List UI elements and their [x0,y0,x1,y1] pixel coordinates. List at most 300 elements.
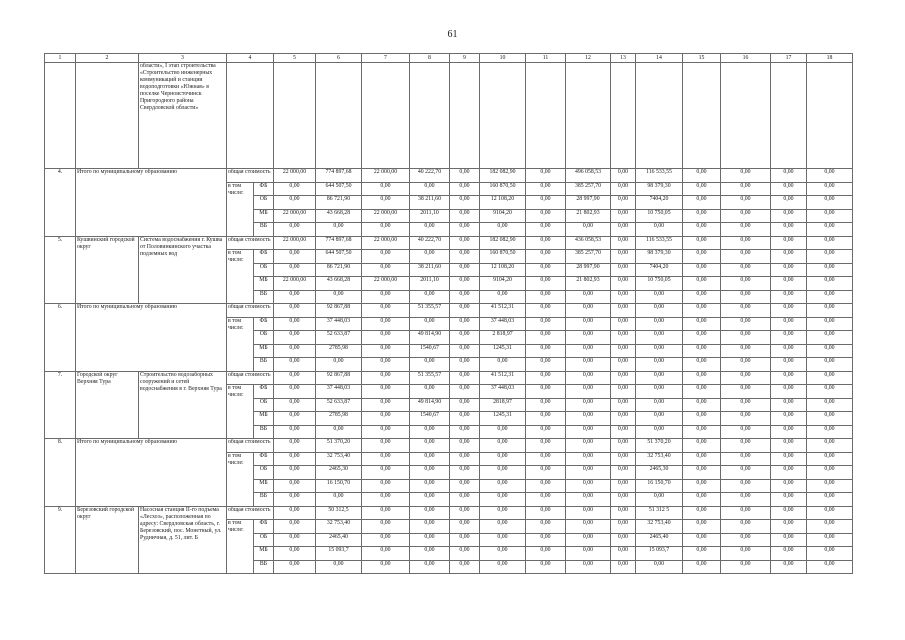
amount-cell: 0,00 [683,277,721,291]
amount-cell: 0,00 [771,493,807,507]
amount-cell: 0,00 [807,425,853,439]
fund-source-cell: ВБ [254,560,274,574]
amount-cell: 0,00 [450,304,480,318]
amount-cell: 0,00 [566,452,611,466]
table-row [45,506,853,520]
amount-cell: 0,00 [807,209,853,223]
amount-cell: 0,00 [450,371,480,385]
table-cell [45,63,76,169]
amount-cell: 0,00 [450,317,480,331]
amount-cell: 0,00 [611,344,636,358]
amount-cell: 0,00 [480,358,526,372]
amount-cell: 0,00 [636,290,683,304]
amount-cell: 0,00 [721,344,771,358]
amount-cell: 0,00 [526,425,566,439]
amount-cell: 0,00 [526,250,566,264]
amount-cell: 644 507,50 [316,250,362,264]
amount-cell: 0,00 [274,331,316,345]
amount-cell: 0,00 [807,398,853,412]
amount-cell: 0,00 [611,385,636,399]
cost-type-cell: общая стоимость [227,236,274,250]
amount-cell: 0,00 [807,520,853,534]
column-number-header: 8 [410,54,450,63]
amount-cell: 22 000,00 [362,236,410,250]
amount-cell: 0,00 [362,263,410,277]
amount-cell: 49 814,90 [410,398,450,412]
table-cell [227,63,274,169]
amount-cell: 38 211,60 [410,263,450,277]
amount-cell: 0,00 [526,520,566,534]
amount-cell: 496 058,53 [566,169,611,183]
amount-cell: 0,00 [611,196,636,210]
fund-source-cell: ОБ [254,331,274,345]
object-name-cell: Строительство водозаборных сооружений и сетей водоснабжения в г. Верхняя Тура [139,371,227,439]
amount-cell: 0,00 [362,412,410,426]
amount-cell: 0,00 [636,317,683,331]
amount-cell: 0,00 [771,317,807,331]
amount-cell: 0,00 [362,520,410,534]
amount-cell: 0,00 [771,547,807,561]
amount-cell: 0,00 [450,385,480,399]
amount-cell: 0,00 [683,304,721,318]
amount-cell: 0,00 [362,547,410,561]
column-number-header: 12 [566,54,611,63]
amount-cell: 7404,20 [636,196,683,210]
amount-cell: 0,00 [410,290,450,304]
amount-cell: 0,00 [526,466,566,480]
amount-cell: 32 753,40 [636,520,683,534]
amount-cell: 0,00 [526,263,566,277]
amount-cell: 0,00 [771,209,807,223]
amount-cell: 0,00 [450,520,480,534]
object-name-cell: области», I этап строительства «Строительство инженерных коммуникаций и станции водоподготовки «Южная» в поселке Черноисточинск Пригородного района Свердловской области» [139,63,227,169]
amount-cell: 0,00 [683,466,721,480]
amount-cell: 98 379,30 [636,250,683,264]
fund-source-cell: МБ [254,277,274,291]
amount-cell: 0,00 [316,290,362,304]
fund-source-cell: МБ [254,344,274,358]
amount-cell: 0,00 [771,412,807,426]
amount-cell: 0,00 [526,290,566,304]
amount-cell: 0,00 [274,479,316,493]
amount-cell: 0,00 [410,223,450,237]
amount-cell: 0,00 [807,371,853,385]
amount-cell: 0,00 [683,169,721,183]
fund-source-cell: ФБ [254,250,274,264]
amount-cell: 0,00 [566,344,611,358]
amount-cell: 0,00 [611,479,636,493]
amount-cell: 0,00 [480,452,526,466]
amount-cell: 0,00 [807,196,853,210]
amount-cell: 0,00 [771,344,807,358]
amount-cell: 43 668,28 [316,277,362,291]
amount-cell: 0,00 [636,560,683,574]
amount-cell: 0,00 [807,439,853,453]
amount-cell: 0,00 [771,560,807,574]
amount-cell: 1540,67 [410,412,450,426]
amount-cell: 0,00 [771,358,807,372]
amount-cell: 0,00 [683,533,721,547]
amount-cell: 774 897,68 [316,169,362,183]
amount-cell: 385 257,70 [566,250,611,264]
amount-cell: 15 093,7 [636,547,683,561]
amount-cell: 0,00 [480,520,526,534]
amount-cell: 0,00 [274,358,316,372]
amount-cell: 0,00 [410,385,450,399]
amount-cell: 0,00 [526,439,566,453]
amount-cell: 0,00 [274,466,316,480]
amount-cell: 0,00 [683,479,721,493]
amount-cell: 0,00 [611,439,636,453]
amount-cell: 0,00 [611,547,636,561]
amount-cell: 0,00 [807,533,853,547]
amount-cell: 0,00 [636,371,683,385]
amount-cell: 2 818,97 [480,331,526,345]
amount-cell: 0,00 [450,344,480,358]
amount-cell: 1540,67 [410,344,450,358]
amount-cell: 0,00 [683,506,721,520]
amount-cell: 0,00 [566,290,611,304]
amount-cell: 2818,97 [480,398,526,412]
amount-cell: 0,00 [450,277,480,291]
table-cell [480,63,526,169]
amount-cell: 0,00 [611,169,636,183]
amount-cell: 51 312 5 [636,506,683,520]
amount-cell: 22 000,00 [274,169,316,183]
amount-cell: 0,00 [526,209,566,223]
amount-cell: 37 448,03 [480,385,526,399]
amount-cell: 0,00 [683,439,721,453]
amount-cell: 0,00 [807,506,853,520]
amount-cell: 52 633,87 [316,398,362,412]
amount-cell: 0,00 [611,425,636,439]
amount-cell: 0,00 [526,533,566,547]
amount-cell: 32 753,40 [316,452,362,466]
amount-cell: 0,00 [526,385,566,399]
amount-cell: 0,00 [480,506,526,520]
amount-cell: 0,00 [807,385,853,399]
amount-cell: 0,00 [274,493,316,507]
amount-cell: 0,00 [611,533,636,547]
amount-cell: 0,00 [611,304,636,318]
amount-cell: 0,00 [450,493,480,507]
amount-cell: 0,00 [721,533,771,547]
amount-cell: 160 870,50 [480,250,526,264]
column-number-header: 18 [807,54,853,63]
amount-cell: 0,00 [611,358,636,372]
amount-cell: 0,00 [611,223,636,237]
amount-cell: 0,00 [480,425,526,439]
amount-cell: 0,00 [274,344,316,358]
amount-cell: 16 150,70 [316,479,362,493]
amount-cell: 0,00 [450,209,480,223]
amount-cell: 0,00 [721,412,771,426]
amount-cell: 0,00 [274,304,316,318]
amount-cell: 0,00 [450,425,480,439]
amount-cell: 0,00 [362,452,410,466]
amount-cell: 0,00 [566,371,611,385]
amount-cell: 0,00 [274,439,316,453]
amount-cell: 0,00 [636,412,683,426]
amount-cell: 0,00 [274,317,316,331]
amount-cell: 0,00 [450,290,480,304]
fund-source-cell: МБ [254,412,274,426]
amount-cell: 0,00 [316,493,362,507]
amount-cell: 0,00 [566,547,611,561]
amount-cell: 0,00 [410,547,450,561]
amount-cell: 0,00 [636,304,683,318]
column-number-header: 13 [611,54,636,63]
amount-cell: 2465,30 [636,466,683,480]
fund-source-cell: ОБ [254,196,274,210]
cost-type-cell: общая стоимость [227,506,274,520]
amount-cell: 182 082,90 [480,169,526,183]
amount-cell: 0,00 [274,533,316,547]
amount-cell: 0,00 [611,520,636,534]
amount-cell: 0,00 [807,236,853,250]
amount-cell: 0,00 [807,344,853,358]
amount-cell: 0,00 [721,290,771,304]
amount-cell: 0,00 [526,277,566,291]
amount-cell: 0,00 [771,520,807,534]
amount-cell: 0,00 [362,290,410,304]
amount-cell: 0,00 [410,452,450,466]
column-number-header: 2 [76,54,139,63]
object-name-cell: Система водоснабжения г. Кушва от Половинкинского участка подземных вод [139,236,227,304]
fund-source-cell: МБ [254,479,274,493]
amount-cell: 0,00 [362,331,410,345]
amount-cell: 10 750,05 [636,209,683,223]
amount-cell: 0,00 [683,560,721,574]
amount-cell: 1245,31 [480,412,526,426]
amount-cell: 0,00 [362,250,410,264]
amount-cell: 0,00 [771,479,807,493]
amount-cell: 0,00 [683,236,721,250]
funding-table [44,53,853,574]
amount-cell: 0,00 [362,385,410,399]
amount-cell: 37 448,03 [316,385,362,399]
amount-cell: 41 512,31 [480,304,526,318]
amount-cell: 0,00 [771,425,807,439]
amount-cell: 0,00 [480,290,526,304]
amount-cell: 0,00 [274,425,316,439]
amount-cell: 0,00 [721,452,771,466]
amount-cell: 0,00 [362,439,410,453]
amount-cell: 12 108,20 [480,263,526,277]
amount-cell: 0,00 [771,506,807,520]
amount-cell: 0,00 [721,182,771,196]
amount-cell: 0,00 [274,520,316,534]
amount-cell: 0,00 [721,398,771,412]
amount-cell: 0,00 [721,358,771,372]
municipality-cell: Городской округ Верхняя Тура [76,371,139,439]
amount-cell: 0,00 [362,182,410,196]
amount-cell: 40 222,70 [410,236,450,250]
amount-cell: 0,00 [410,439,450,453]
table-cell [526,63,566,169]
amount-cell: 0,00 [274,547,316,561]
header-row [45,54,853,63]
amount-cell: 0,00 [480,560,526,574]
amount-cell: 0,00 [807,412,853,426]
amount-cell: 98 379,30 [636,182,683,196]
amount-cell: 0,00 [721,169,771,183]
table-cell [76,63,139,169]
amount-cell: 0,00 [566,493,611,507]
amount-cell: 0,00 [410,560,450,574]
amount-cell: 22 000,00 [362,169,410,183]
amount-cell: 37 448,03 [480,317,526,331]
fund-source-cell: ФБ [254,452,274,466]
column-number-header: 10 [480,54,526,63]
amount-cell: 0,00 [566,439,611,453]
amount-cell: 2785,98 [316,344,362,358]
column-number-header: 17 [771,54,807,63]
amount-cell: 0,00 [771,466,807,480]
amount-cell: 0,00 [771,331,807,345]
amount-cell: 0,00 [450,533,480,547]
total-label-cell: Итого по муниципальному образованию [76,439,227,507]
amount-cell: 0,00 [721,209,771,223]
amount-cell: 160 870,50 [480,182,526,196]
table-cell [683,63,721,169]
amount-cell: 0,00 [274,398,316,412]
amount-cell: 0,00 [721,385,771,399]
amount-cell: 0,00 [450,358,480,372]
amount-cell: 0,00 [566,560,611,574]
amount-cell: 0,00 [480,466,526,480]
amount-cell: 0,00 [771,169,807,183]
amount-cell: 0,00 [683,358,721,372]
amount-cell: 385 257,70 [566,182,611,196]
amount-cell: 0,00 [807,290,853,304]
amount-cell: 0,00 [450,182,480,196]
amount-cell: 0,00 [362,344,410,358]
amount-cell: 0,00 [362,506,410,520]
amount-cell: 0,00 [316,223,362,237]
amount-cell: 0,00 [274,263,316,277]
amount-cell: 0,00 [636,425,683,439]
amount-cell: 0,00 [721,371,771,385]
amount-cell: 0,00 [410,358,450,372]
amount-cell: 0,00 [526,304,566,318]
amount-cell: 0,00 [721,250,771,264]
amount-cell: 0,00 [683,547,721,561]
amount-cell: 0,00 [771,371,807,385]
fund-source-cell: ОБ [254,398,274,412]
row-number-cell: 7. [45,371,76,439]
amount-cell: 0,00 [771,533,807,547]
amount-cell: 0,00 [526,452,566,466]
amount-cell: 0,00 [807,493,853,507]
amount-cell: 0,00 [771,196,807,210]
amount-cell: 0,00 [316,425,362,439]
amount-cell: 0,00 [721,466,771,480]
amount-cell: 0,00 [611,236,636,250]
amount-cell: 0,00 [450,412,480,426]
column-number-header: 6 [316,54,362,63]
amount-cell: 0,00 [526,317,566,331]
amount-cell: 86 721,90 [316,263,362,277]
amount-cell: 0,00 [450,439,480,453]
amount-cell: 22 000,00 [274,236,316,250]
amount-cell: 0,00 [274,223,316,237]
amount-cell: 0,00 [611,277,636,291]
amount-cell: 0,00 [274,506,316,520]
amount-cell: 0,00 [636,331,683,345]
fund-source-cell: ВБ [254,358,274,372]
amount-cell: 0,00 [410,317,450,331]
amount-cell: 0,00 [721,547,771,561]
amount-cell: 37 448,03 [316,317,362,331]
amount-cell: 0,00 [566,304,611,318]
amount-cell: 0,00 [566,385,611,399]
amount-cell: 0,00 [526,479,566,493]
amount-cell: 0,00 [721,277,771,291]
amount-cell: 0,00 [683,412,721,426]
amount-cell: 0,00 [611,371,636,385]
cost-type-cell: общая стоимость [227,439,274,453]
amount-cell: 15 093,7 [316,547,362,561]
amount-cell: 2011,10 [410,277,450,291]
amount-cell: 0,00 [771,452,807,466]
amount-cell: 0,00 [362,196,410,210]
table-cell [771,63,807,169]
amount-cell: 0,00 [526,344,566,358]
amount-cell: 0,00 [450,547,480,561]
amount-cell: 0,00 [636,223,683,237]
amount-cell: 0,00 [526,547,566,561]
table-row [45,371,853,385]
amount-cell: 7404,20 [636,263,683,277]
amount-cell: 0,00 [450,236,480,250]
amount-cell: 0,00 [274,182,316,196]
amount-cell: 0,00 [683,493,721,507]
amount-cell: 774 897,68 [316,236,362,250]
amount-cell: 0,00 [683,520,721,534]
table-cell [721,63,771,169]
table-cell [450,63,480,169]
amount-cell: 0,00 [362,493,410,507]
amount-cell: 0,00 [683,263,721,277]
row-number-cell: 5. [45,236,76,304]
fund-source-cell: ФБ [254,385,274,399]
total-label-cell: Итого по муниципальному образованию [76,169,227,237]
amount-cell: 0,00 [362,317,410,331]
amount-cell: 0,00 [771,236,807,250]
amount-cell: 116 533,55 [636,236,683,250]
amount-cell: 0,00 [480,493,526,507]
amount-cell: 2465,40 [636,533,683,547]
amount-cell: 0,00 [362,479,410,493]
amount-cell: 0,00 [807,479,853,493]
fund-source-cell: ФБ [254,520,274,534]
amount-cell: 0,00 [410,493,450,507]
column-number-header: 3 [139,54,227,63]
amount-cell: 51 355,57 [410,371,450,385]
table-row [45,236,853,250]
amount-cell: 32 753,40 [636,452,683,466]
amount-cell: 0,00 [683,317,721,331]
amount-cell: 0,00 [274,412,316,426]
amount-cell: 0,00 [771,304,807,318]
amount-cell: 49 814,90 [410,331,450,345]
amount-cell: 0,00 [450,250,480,264]
amount-cell: 0,00 [721,506,771,520]
amount-cell: 0,00 [526,398,566,412]
amount-cell: 0,00 [611,398,636,412]
amount-cell: 0,00 [683,452,721,466]
